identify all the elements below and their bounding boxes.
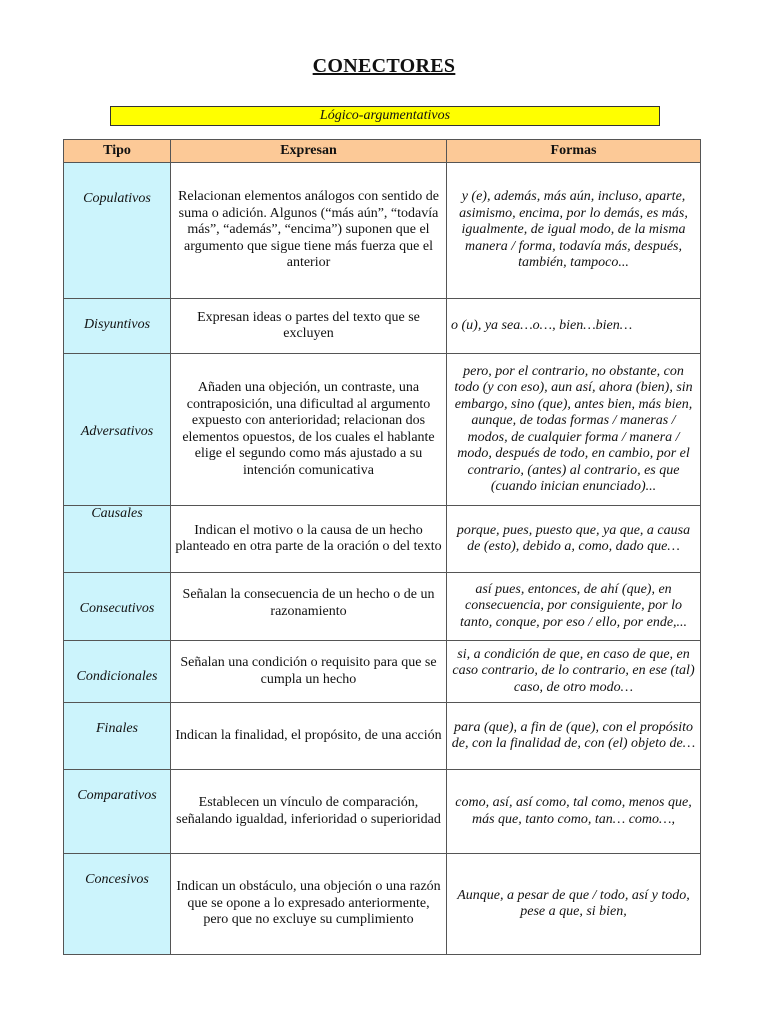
row-formas: si, a condición de que, en caso de que, en caso contrario, de lo contrario, en ese (tal) caso, de otro modo… xyxy=(447,641,701,703)
row-expresan: Expresan ideas o partes del texto que se excluyen xyxy=(171,299,447,354)
row-tipo: Disyuntivos xyxy=(64,299,171,354)
table-row xyxy=(64,506,701,573)
row-formas: para (que), a fin de (que), con el propósito de, con la finalidad de, con (el) objeto de… xyxy=(447,703,701,770)
table-row xyxy=(64,703,701,770)
row-tipo: Copulativos xyxy=(64,163,171,299)
row-expresan: Indican un obstáculo, una objeción o una razón que se opone a lo expresado anteriormente, pero que no excluye su cumplimiento xyxy=(171,854,447,955)
header-formas: Formas xyxy=(447,140,701,163)
row-expresan: Indican el motivo o la causa de un hecho planteado en otra parte de la oración o del texto xyxy=(171,506,447,573)
row-expresan: Señalan una condición o requisito para que se cumpla un hecho xyxy=(171,641,447,703)
row-expresan: Relacionan elementos análogos con sentido de suma o adición. Algunos (“más aún”, “todavía más”, “además”, “encima”) suponen que el argumento que sigue tiene más fuerza que el anterior xyxy=(171,163,447,299)
table-row xyxy=(64,641,701,703)
row-tipo: Finales xyxy=(64,703,171,770)
header-tipo: Tipo xyxy=(64,140,171,163)
table-row xyxy=(64,163,701,299)
row-formas: porque, pues, puesto que, ya que, a causa de (esto), debido a, como, dado que… xyxy=(447,506,701,573)
section-subtitle: Lógico-argumentativos xyxy=(110,106,660,126)
page-title: CONECTORES xyxy=(312,55,456,77)
row-tipo: Condicionales xyxy=(64,641,171,703)
table-row xyxy=(64,770,701,854)
header-expresan: Expresan xyxy=(171,140,447,163)
row-expresan: Establecen un vínculo de comparación, señalando igualdad, inferioridad o superioridad xyxy=(171,770,447,854)
connectors-table xyxy=(63,139,701,955)
row-expresan: Señalan la consecuencia de un hecho o de un razonamiento xyxy=(171,573,447,641)
row-formas: como, así, así como, tal como, menos que, más que, tanto como, tan… como…, xyxy=(447,770,701,854)
row-formas: Aunque, a pesar de que / todo, así y todo, pese a que, si bien, xyxy=(447,854,701,955)
table-row xyxy=(64,573,701,641)
row-expresan: Indican la finalidad, el propósito, de una acción xyxy=(171,703,447,770)
row-tipo: Causales xyxy=(64,506,171,573)
table-row xyxy=(64,854,701,955)
table-row xyxy=(64,354,701,506)
table-row xyxy=(64,299,701,354)
row-formas: y (e), además, más aún, incluso, aparte, asimismo, encima, por lo demás, es más, igualmente, de igual modo, de la misma manera / forma, todavía más, después, también, tampoco... xyxy=(447,163,701,299)
row-tipo: Concesivos xyxy=(64,854,171,955)
row-formas: pero, por el contrario, no obstante, con todo (y con eso), aun así, ahora (bien), sin embargo, sino (que), antes bien, más bien, aunque, de todas formas / maneras / modos, de cualquier forma / manera / modo, después de todo, en cambio, por el contrario, (antes) al contrario, es que (cuando inician enunciado)... xyxy=(447,354,701,506)
row-tipo: Adversativos xyxy=(64,354,171,506)
row-formas: o (u), ya sea…o…, bien…bien… xyxy=(447,299,701,354)
row-tipo: Consecutivos xyxy=(64,573,171,641)
row-formas: así pues, entonces, de ahí (que), en consecuencia, por consiguiente, por lo tanto, conque, por eso / ello, por ende,... xyxy=(447,573,701,641)
row-tipo: Comparativos xyxy=(64,770,171,854)
row-expresan: Añaden una objeción, un contraste, una contraposición, una dificultad al argumento expuesto con anterioridad; relacionan dos elementos opuestos, de los cuales el hablante elige el segundo como más ajustado a su intención comunicativa xyxy=(171,354,447,506)
table-header-row xyxy=(64,140,701,163)
